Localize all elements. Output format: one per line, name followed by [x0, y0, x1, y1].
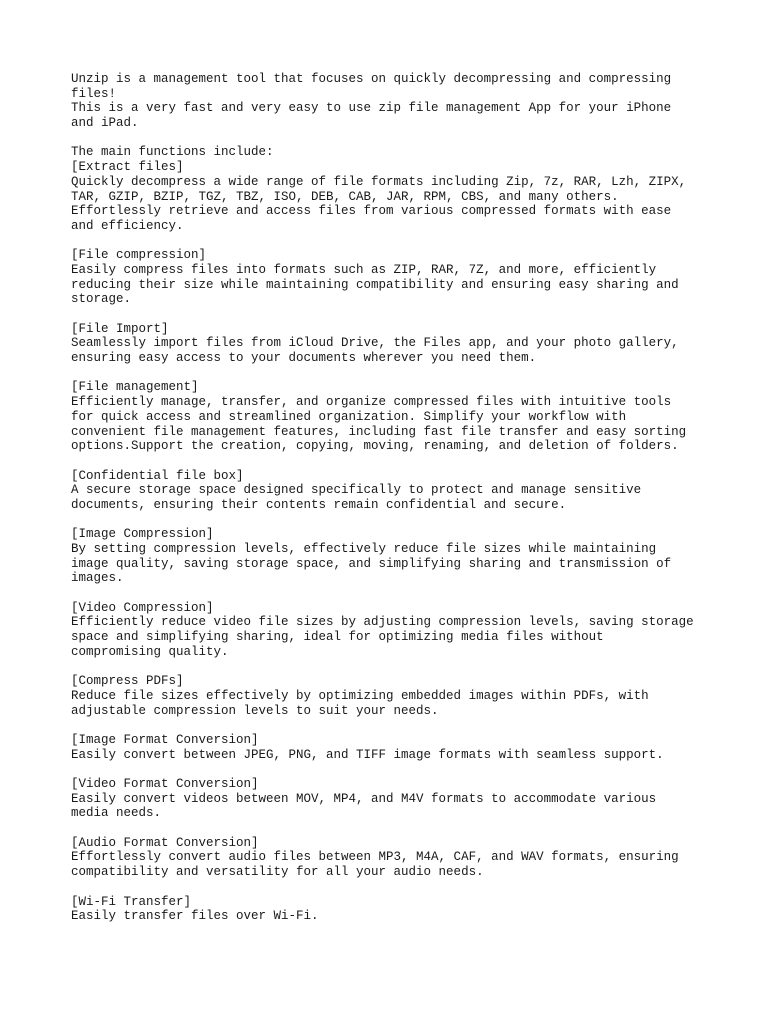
section-line: convenient file management features, including fast file transfer and easy sorting — [71, 424, 687, 439]
paragraph-gap — [71, 131, 711, 146]
paragraph-gap — [71, 821, 711, 836]
section-heading: [Image Compression] — [71, 527, 214, 542]
document-body — [71, 72, 711, 924]
paragraph-gap — [71, 307, 711, 322]
section-heading: [Audio Format Conversion] — [71, 835, 259, 850]
paragraph-gap — [71, 513, 711, 528]
feature-section — [71, 380, 711, 453]
feature-section — [71, 322, 711, 366]
intro-paragraph — [71, 72, 711, 131]
section-line: Easily compress files into formats such as ZIP, RAR, 7Z, and more, efficiently — [71, 262, 657, 277]
feature-section — [71, 895, 711, 924]
paragraph-gap — [71, 762, 711, 777]
section-line: Easily transfer files over Wi-Fi. — [71, 909, 319, 924]
intro-line: Unzip is a management tool that focuses on quickly decompressing and compressing — [71, 72, 672, 86]
section-heading: [File management] — [71, 380, 199, 395]
section-line: Seamlessly import files from iCloud Drive, the Files app, and your photo gallery, — [71, 336, 679, 351]
section-line: Efficiently manage, transfer, and organize compressed files with intuitive tools — [71, 395, 672, 410]
feature-section — [71, 733, 711, 762]
section-heading: [Video Compression] — [71, 600, 214, 615]
section-heading: [File compression] — [71, 248, 207, 263]
section-line: Easily convert videos between MOV, MP4, and M4V formats to accommodate various — [71, 791, 657, 806]
feature-section — [71, 527, 711, 586]
section-line: compromising quality. — [71, 644, 229, 659]
section-line: reducing their size while maintaining compatibility and ensuring easy sharing and — [71, 277, 679, 292]
paragraph-gap — [71, 454, 711, 469]
paragraph-gap — [71, 586, 711, 601]
section-line: documents, ensuring their contents remain confidential and secure. — [71, 497, 567, 512]
section-line: for quick access and streamlined organization. Simplify your workflow with — [71, 409, 627, 424]
section-line: A secure storage space designed specifically to protect and manage sensitive — [71, 483, 642, 498]
section-line: Effortlessly convert audio files between MP3, M4A, CAF, and WAV formats, ensuring — [71, 850, 679, 865]
paragraph-gap — [71, 718, 711, 733]
paragraph-gap — [71, 234, 711, 249]
intro-line: and iPad. — [71, 116, 139, 131]
section-line: Reduce file sizes effectively by optimizing embedded images within PDFs, with — [71, 688, 649, 703]
feature-section — [71, 836, 711, 880]
section-line: Efficiently reduce video file sizes by adjusting compression levels, saving storage — [71, 615, 694, 630]
section-heading: [Extract files] — [71, 160, 184, 175]
section-heading: [Wi-Fi Transfer] — [71, 894, 192, 909]
section-line: and efficiency. — [71, 218, 184, 233]
section-line: media needs. — [71, 806, 162, 821]
section-line: By setting compression levels, effectively reduce file sizes while maintaining — [71, 542, 657, 556]
functions-intro: The main functions include: — [71, 145, 274, 160]
section-heading: [Compress PDFs] — [71, 674, 184, 689]
section-line: options.Support the creation, copying, moving, renaming, and deletion of folders. — [71, 439, 679, 454]
feature-section — [71, 248, 711, 307]
section-line: compatibility and versatility for all your audio needs. — [71, 865, 484, 880]
section-heading: [File Import] — [71, 321, 169, 336]
section-heading: [Confidential file box] — [71, 468, 244, 483]
section-line: Easily convert between JPEG, PNG, and TIFF image formats with seamless support. — [71, 747, 664, 762]
feature-section — [71, 777, 711, 821]
intro-line: This is a very fast and very easy to use zip file management App for your iPhone — [71, 101, 672, 116]
section-line: images. — [71, 571, 124, 586]
section-line: ensuring easy access to your documents wherever you need them. — [71, 351, 537, 366]
feature-section — [71, 160, 711, 233]
section-line: Quickly decompress a wide range of file formats including Zip, 7z, RAR, Lzh, ZIPX, — [71, 174, 687, 189]
section-line: adjustable compression levels to suit your needs. — [71, 703, 439, 718]
section-heading: [Video Format Conversion] — [71, 777, 259, 791]
section-line: space and simplifying sharing, ideal for optimizing media files without — [71, 630, 604, 645]
feature-section — [71, 601, 711, 660]
feature-section — [71, 674, 711, 718]
paragraph-gap — [71, 366, 711, 381]
section-heading: [Image Format Conversion] — [71, 732, 259, 747]
section-line: TAR, GZIP, BZIP, TGZ, TBZ, ISO, DEB, CAB, JAR, RPM, CBS, and many others. — [71, 189, 619, 204]
section-line: Effortlessly retrieve and access files from various compressed formats with ease — [71, 204, 672, 219]
section-line: image quality, saving storage space, and simplifying sharing and transmission of — [71, 556, 672, 571]
paragraph-gap — [71, 880, 711, 895]
section-line: storage. — [71, 292, 132, 307]
feature-section — [71, 469, 711, 513]
paragraph-gap — [71, 660, 711, 675]
intro-line: files! — [71, 86, 117, 101]
feature-sections — [71, 160, 711, 924]
